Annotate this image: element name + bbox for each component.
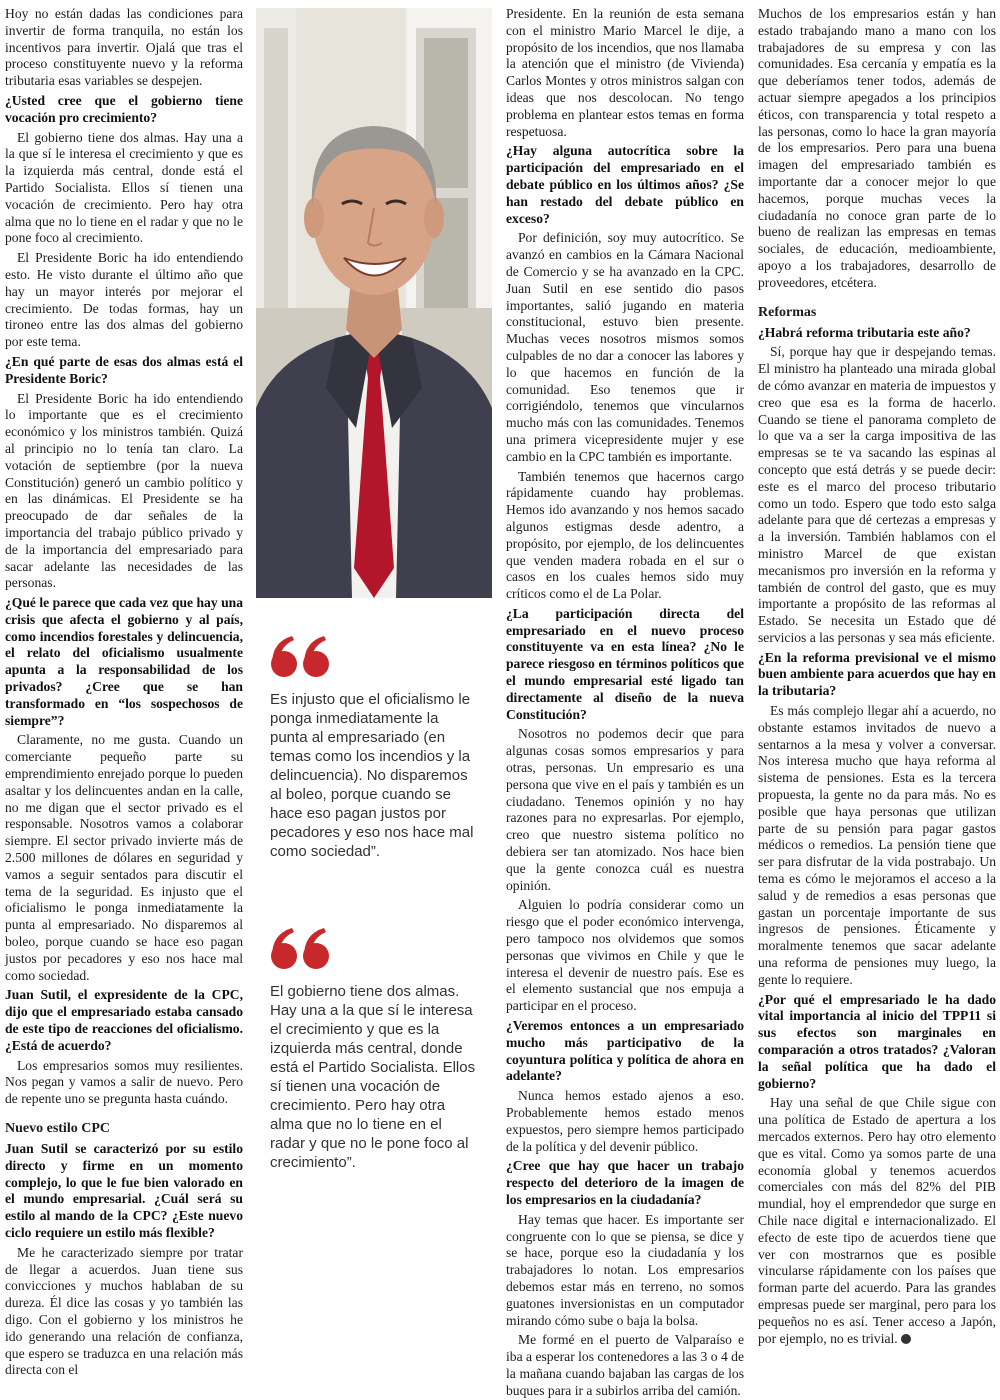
paragraph: Presidente. En la reunión de esta semana con el ministro Mario Marcel le dije, a propósito de los incendios, que nos llamaba la atención que el ministro (de Vivienda) Carlos Montes y otros ministros salgan con ideas que nos descolocan. No tengo problema en plantear estos temas en forma respetuosa. (506, 6, 744, 139)
question: ¿Veremos entonces a un empresariado mucho más participativo de la coyuntura política y política de ahora en adelante? (506, 1018, 744, 1084)
pull-quote-2 (270, 928, 480, 1172)
paragraph: El gobierno tiene dos almas. Hay una a la que sí le interesa el crecimiento y que es la izquierda más central, donde está el Partido Socialista. Ellos sí tienen una vocación de crecimiento. Pero hay otra alma que no lo tiene en el radar y que no le pone foco al crecimiento. (5, 129, 243, 246)
paragraph: Nunca hemos estado ajenos a eso. Probablemente hemos estado menos expuestos, pero siempre hemos participado de la política y del devenir público. (506, 1088, 744, 1154)
question: ¿La participación directa del empresariado en el nuevo proceso constituyente va en esta línea? ¿No le parece riesgoso en términos políticos que el mundo empresarial esté ligado tan directamente al diseño de la nueva Constitución? (506, 605, 744, 722)
article-column-1 (5, 6, 243, 1378)
quote-mark-icon (270, 928, 332, 970)
section-heading: Nuevo estilo CPC (5, 1121, 110, 1136)
paragraph: Hoy no están dadas las condiciones para invertir de forma tranquila, no están los incentivos para invertir. Ojalá que tras el proceso constituyente nuevo y la reforma tributaria esas variables se despejen. (5, 6, 243, 89)
question: ¿Hay alguna autocrítica sobre la participación del empresariado en el debate público en los últimos años? ¿Se han restado del debate público en exceso? (506, 143, 744, 226)
question: ¿En qué parte de esas dos almas está el Presidente Boric? (5, 353, 243, 386)
paragraph: Muchos de los empresarios están y han estado trabajando mano a mano con los trabajadores de su empresa y con las comunidades. Esa cercanía y empatía es la que deberíamos tener todos, además de actuar siempre apegados a los principios éticos, con transparencia y total respeto a las personas, como lo hace la gran mayoría de los empresarios. Pero para una buena imagen del empresariado también es importante dar a conocer mejor lo que hacemos, porque muchas veces la ciudadanía no conoce gran parte de lo bueno de realizan las empresas en temas sociales, de educación, medioambiente, apoyo a los trabajadores, desarrollo de proveedores, etcétera. (758, 6, 996, 290)
paragraph: Claramente, no me gusta. Cuando un comerciante pequeño parte su emprendimiento enrejado porque lo pueden asaltar y los delincuentes andan en la calle, no me digan que el sector privado es el responsable. Nosotros vamos a colaborar siempre. El sector privado invierte más de 2.500 millones de dólares en seguridad y vamos a seguir sentados para discutir el tema de la seguridad. Es injusto que el oficialismo le ponga inmediatamente la punta al empresariado. No disparemos al boleo, porque cuando se hace eso pagan justos por pecadores y eso nos hace mal como sociedad. (5, 732, 243, 983)
paragraph-text: Hay una señal de que Chile sigue con una política de Estado de apertura a los mercados externos. Pero hay otro elemento que es vital. Como ya somos parte de una economía global y tenemos acuerdos comerciales con más del 82% del PIB mundial, hoy el emprendedor que surge en Chile nace digital e internacionalizado. El efecto de este tipo de acuerdos tiene que ver con mostrarnos que es posible vincularse rápidamente con los países que forman parte del acuerdo. Para las grandes empresas puede ser marginal, pero para los pequeños no es así. Tener acceso a Japón, por ejemplo, no es trivial. (758, 1095, 996, 1346)
quote-mark-icon (270, 636, 332, 678)
paragraph: Por definición, soy muy autocrítico. Se avanzó en cambios en la Cámara Nacional de Comercio y se ha avanzado en la CPC. Juan Sutil en ese sentido dio pasos importantes, salió jugando en materia constitucional, estuvo bien presente. Muchas veces nosotros mismos somos culpables de no dar a conocer las labores y lo que hacemos en función de la comunidad. Eso tenemos que ir corrigiéndolo, tenemos que vincularnos mucho más con las comunidades. Tenemos una primera vicepresidente mujer y ese cambio en la CPC también es importante. (506, 230, 744, 464)
question: ¿Qué le parece que cada vez que hay una crisis que afecta el gobierno y al país, como incendios forestales y delincuencia, el relato del oficialismo usualmente apunta a la responsabilidad de los privados? ¿Cree que se han transformado en “los sospechosos de siempre”? (5, 595, 243, 728)
paragraph: El Presidente Boric ha ido entendiendo lo importante que es el crecimiento económico y los ministros también. Quizá al principio no lo tenía tan claro. La votación de septiembre (por la nueva Constitución) generó un cambio político y en las dinámicas. El Presidente se ha preocupado de dar señales de la importancia del trabajo público privado y de la importancia del empresariado para sacar adelante las necesidades de las personas. (5, 390, 243, 591)
question: ¿Habrá reforma tributaria este año? (758, 324, 971, 340)
portrait-illustration (256, 8, 492, 598)
pull-quote-text: Es injusto que el oficialismo le ponga inmediatamente la punta al empresariado (en temas como los incendios y la delincuencia). No disparemos al boleo, porque cuando se hace eso pagan justos por pecadores y eso nos hace mal como sociedad”. (270, 691, 474, 860)
paragraph: Los empresarios somos muy resilientes. Nos pegan y vamos a salir de nuevo. Pero de repente uno se pregunta hasta cuándo. (5, 1057, 243, 1107)
pull-quote-1 (270, 636, 480, 861)
pull-quote-text: El gobierno tiene dos almas. Hay una a la que sí le interesa el crecimiento y que es la izquierda más central, donde está el Partido Socialista. Ellos sí tienen una vocación de crecimiento. Pero hay otra alma que no lo tiene en el radar y que no le pone foco al crecimiento”. (270, 983, 476, 1171)
article-column-4 (758, 6, 996, 1346)
paragraph: Hay temas que hacer. Es importante ser congruente con lo que se piensa, se dice y se hace, porque eso la ciudadanía y los trabajadores lo notan. Los empresarios debemos estar más en terreno, no somos guatones inversionistas en un computador mirando cómo sube o baja la bolsa. (506, 1211, 744, 1328)
end-of-article-icon: P (901, 1334, 911, 1344)
paragraph: Sí, porque hay que ir despejando temas. El ministro ha planteado una mirada global de cómo avanzar en materia de impuestos y creo que esa es la forma de hacerlo. Cuando se tiene el panorama completo de lo que va a ser la carga impositiva de las empresas se te va sacando las espinas al concepto que está detrás y se puede decir: este es el marco del proceso tributario como un todo. Espero que todo esto salga adelante para que dé certezas a empresas y a la inversión. También hablamos con el ministro Marcel de que existan mecanismos pro inversión en la reforma y también de control del gasto, que es muy importante a propósito de las reformas al Estado. Se necesita un Estado que dé servicios a las personas y sea más eficiente. (758, 344, 996, 645)
section-heading: Reformas (758, 304, 817, 320)
article-column-3 (506, 6, 744, 1398)
paragraph: Me formé en el puerto de Valparaíso e iba a esperar los contenedores a las 3 o 4 de la mañana cuando bajaban las cargas de los buques para ir a subirlos arriba del camión. (506, 1332, 744, 1398)
question: ¿Cree que hay que hacer un trabajo respecto del deterioro de la imagen de los empresarios en la ciudadanía? (506, 1158, 744, 1207)
question: Juan Sutil, el expresidente de la CPC, dijo que el empresariado estaba cansado de este tipo de reacciones del oficialismo. ¿Está de acuerdo? (5, 987, 243, 1053)
paragraph: Es más complejo llegar ahí a acuerdo, no obstante estamos invitados de nuevo a sentarnos a la mesa y volver a conversar. Nos interesa mucho que haya reforma al sistema de pensiones. Esta es la tercera propuesta, la gente no da para más. No es posible que haya personas que utilizan parte de su pensión para pagar gastos médicos o remedios. La pensión tiene que ser para disfrutar de la vida postrabajo. Un tema es cómo le mejoramos el acceso a la salud y de remedios a esas personas que gastan un porcentaje importante de sus ingresos de pensiones. Éticamente y moralmente tenemos que sacar adelante una reforma de pensiones muy luego, la gente lo requiere. (758, 703, 996, 987)
paragraph: También tenemos que hacernos cargo rápidamente cuando hay problemas. Hemos ido avanzando y nos hemos sacado algunos estigmas desde adentro, a propósito, por ejemplo, de los delincuentes que venden madera robada en el sur o casos en los cuales hemos sido muy críticos como el de La Polar. (506, 468, 744, 602)
paragraph: Me he caracterizado siempre por tratar de llegar a acuerdos. Juan tiene sus convicciones y muchos hablaban de su dureza. Él dice las cosas y yo también las digo. Con el gobierno y los ministros he ido generando una relación de confianza, que espero se traduzca en una relación más directa con el (5, 1244, 243, 1378)
question: ¿Por qué el empresariado le ha dado vital importancia al inicio del TPP11 si sus efectos son marginales en comparación a otros tratados? ¿Valoran la señal política que ha dado el gobierno? (758, 991, 996, 1091)
paragraph: Alguien lo podría considerar como un riesgo que el poder económico intervenga, pero tampoco nos olvidemos que somos personas que vivimos en Chile y que le interesa el devenir de nuestro país. Ese es el elemento sustancial que nos empuja a participar en el proceso. (506, 897, 744, 1014)
paragraph-final (758, 1095, 996, 1347)
portrait-photo (256, 8, 492, 598)
paragraph: Nosotros no podemos decir que para algunas cosas somos empresarios y para otras, personas. Un empresario es una persona que vive en el país y también es un ciudadano. Tenemos opinión y no hay razones para no expresarlas. Por ejemplo, creo que nuestro sistema político no debiera ser tan atomizado. Nos hace bien que la gente conozca cuál es nuestra opinión. (506, 726, 744, 893)
question: ¿En la reforma previsional ve el mismo buen ambiente para acuerdos que hay en la tributaria? (758, 649, 996, 699)
question: Juan Sutil se caracterizó por su estilo directo y firme en un momento complejo, lo que le fue bien valorado en el mundo empresarial. ¿Cuál será su estilo al mando de la CPC? ¿Este nuevo ciclo requiere un estilo más flexible? (5, 1141, 243, 1240)
paragraph: El Presidente Boric ha ido entendiendo esto. He visto durante el último año que hay un mayor interés por mejorar el crecimiento. De todas formas, hay un tironeo entre las dos almas del gobierno por este tema. (5, 250, 243, 350)
question: ¿Usted cree que el gobierno tiene vocación pro crecimiento? (5, 92, 243, 125)
